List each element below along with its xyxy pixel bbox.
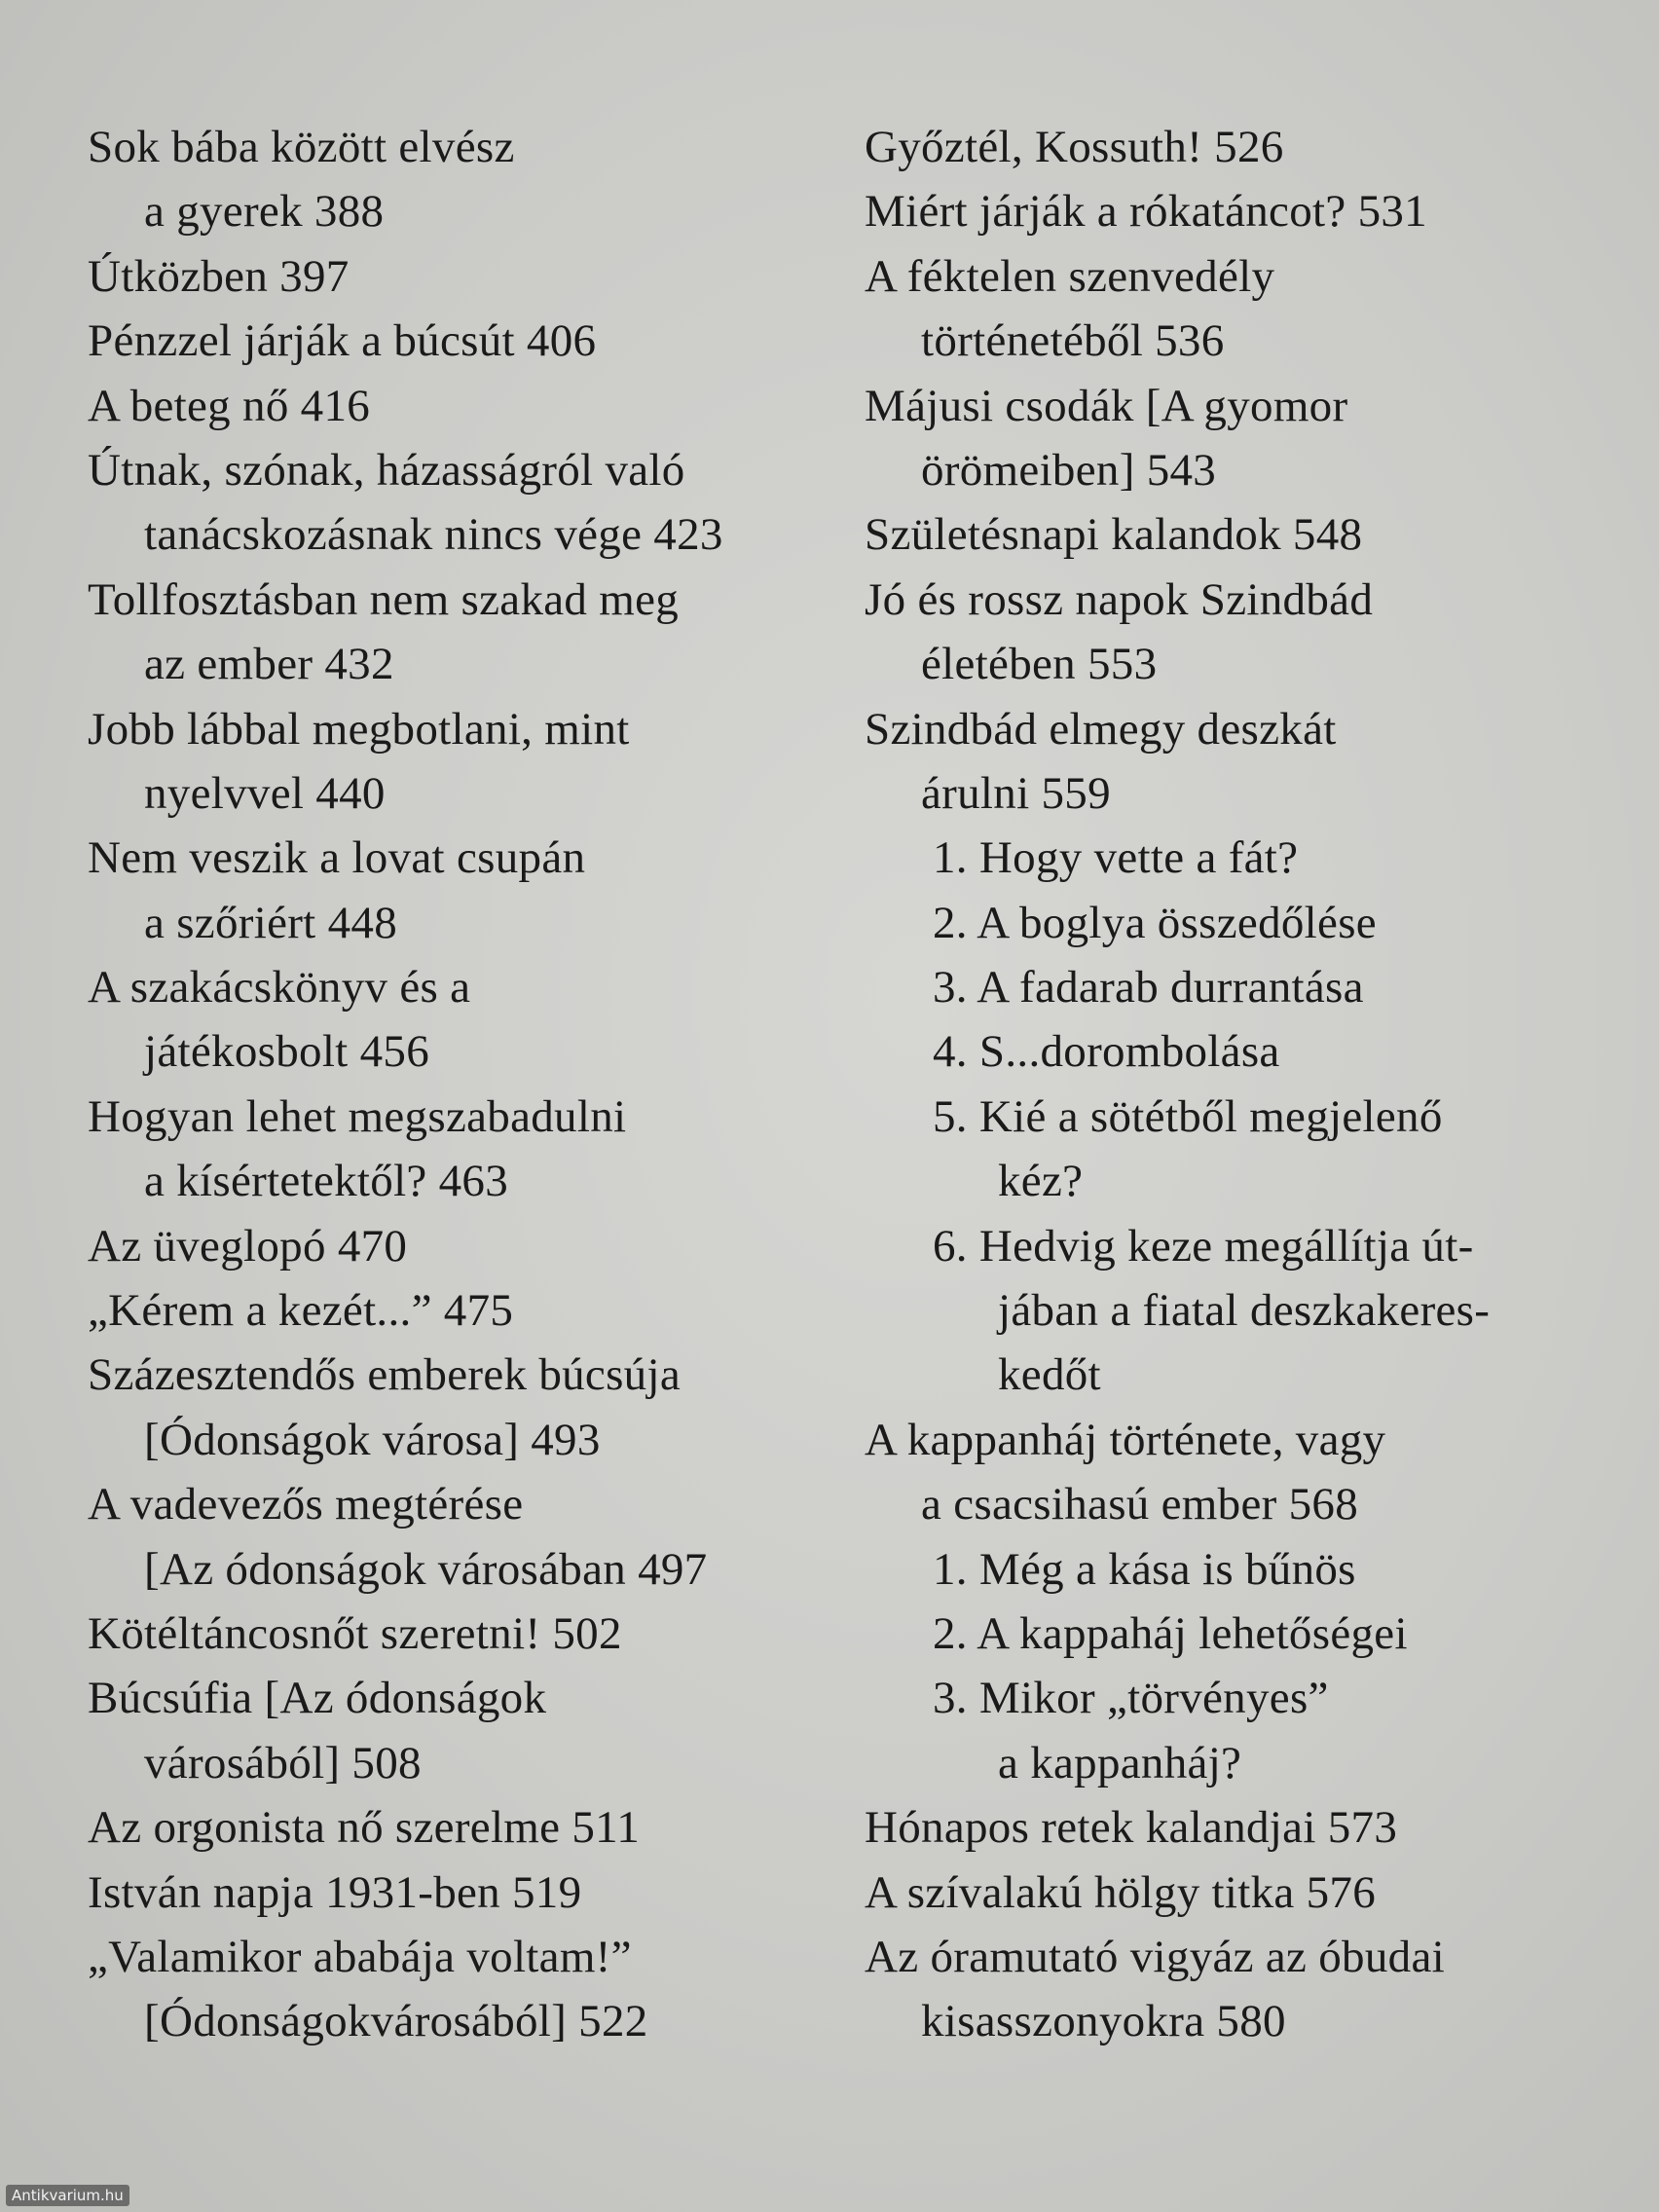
toc-entry: Sok bába között elvész: [88, 122, 515, 172]
toc-entry: tanácskozásnak nincs vége 423: [144, 509, 723, 561]
toc-entry: 4. S...dorombolása: [933, 1026, 1280, 1078]
toc-entry: életében 553: [921, 639, 1158, 690]
toc-entry: Pénzzel járják a búcsút 406: [88, 315, 597, 367]
toc-entry: nyelvvel 440: [144, 767, 386, 819]
toc-entry: a szőriért 448: [144, 897, 397, 948]
toc-entry: 5. Kié a sötétből megjelenő: [933, 1090, 1443, 1142]
toc-entry: „Valamikor ababája voltam!”: [88, 1931, 632, 1982]
toc-entry: Útnak, szónak, házasságról való: [88, 444, 685, 496]
toc-entry: Jó és rossz napok Szindbád: [865, 573, 1374, 625]
toc-entry: Kötéltáncosnőt szeretni! 502: [88, 1607, 622, 1659]
toc-entry: Hónapos retek kalandjai 573: [865, 1802, 1398, 1854]
toc-entry: az ember 432: [144, 639, 394, 690]
toc-entry: Tollfosztásban nem szakad meg: [88, 573, 680, 625]
toc-entry: a gyerek 388: [144, 186, 385, 238]
toc-entry: A féktelen szenvedély: [865, 250, 1275, 302]
toc-entry: Búcsúfia [Az ódonságok: [88, 1673, 547, 1724]
toc-entry: Miért járják a rókatáncot? 531: [865, 186, 1427, 238]
toc-entry: 3. Mikor „törvényes”: [933, 1673, 1329, 1724]
toc-entry: a kísértetektől? 463: [144, 1156, 509, 1207]
toc-entry: Szindbád elmegy deszkát: [865, 703, 1337, 755]
toc-entry: A kappanháj története, vagy: [865, 1414, 1386, 1465]
toc-entry: kéz?: [998, 1156, 1084, 1207]
toc-entry: A vadevezős megtérése: [88, 1479, 524, 1530]
toc-entry: Az óramutató vigyáz az óbudai: [865, 1931, 1445, 1982]
toc-entry: a kappanháj?: [998, 1737, 1242, 1788]
toc-entry: A szívalakú hölgy titka 576: [865, 1866, 1377, 1918]
toc-entry: Az üveglopó 470: [88, 1220, 408, 1272]
toc-entry: 1. Hogy vette a fát?: [933, 832, 1299, 884]
toc-entry: Jobb lábbal megbotlani, mint: [88, 703, 630, 755]
toc-entry: játékosbolt 456: [144, 1026, 429, 1078]
toc-entry: A beteg nő 416: [88, 380, 371, 431]
toc-entry: kedőt: [998, 1349, 1101, 1401]
toc-entry: 3. A fadarab durrantása: [933, 962, 1364, 1014]
toc-entry: Százesztendős emberek búcsúja: [88, 1349, 682, 1401]
toc-entry: István napja 1931-ben 519: [88, 1866, 582, 1918]
toc-entry: Útközben 397: [88, 250, 350, 302]
toc-entry: 6. Hedvig keze megállítja út-: [933, 1220, 1474, 1272]
toc-entry: a csacsihasú ember 568: [921, 1479, 1359, 1530]
toc-entry: Májusi csodák [A gyomor: [865, 380, 1348, 431]
toc-entry: „Kérem a kezét...” 475: [88, 1285, 514, 1337]
toc-entry: Győztél, Kossuth! 526: [865, 122, 1284, 172]
toc-right-column: [865, 115, 1585, 2054]
toc-entry: árulni 559: [921, 767, 1111, 819]
toc-entry: 2. A kappaháj lehetőségei: [933, 1607, 1408, 1659]
toc-entry: Az orgonista nő szerelme 511: [88, 1802, 641, 1854]
toc-entry: Hogyan lehet megszabadulni: [88, 1090, 627, 1142]
toc-entry: jában a fiatal deszkakeres-: [998, 1285, 1491, 1337]
table-of-contents: [0, 115, 1659, 2140]
toc-entry: [Ódonságok városa] 493: [144, 1414, 601, 1465]
toc-entry: [Az ódonságok városában 497: [144, 1543, 708, 1595]
toc-entry: örömeiben] 543: [921, 444, 1217, 496]
toc-entry: A szakácskönyv és a: [88, 962, 471, 1014]
toc-entry: Nem veszik a lovat csupán: [88, 832, 586, 884]
toc-entry: 2. A boglya összedőlése: [933, 897, 1377, 948]
watermark: Antikvarium.hu: [6, 2185, 129, 2206]
toc-entry: történetéből 536: [921, 315, 1225, 367]
toc-entry: kisasszonyokra 580: [921, 1996, 1286, 2047]
toc-entry: 1. Még a kása is bűnös: [933, 1543, 1356, 1595]
toc-entry: városából] 508: [144, 1737, 422, 1788]
toc-entry: Születésnapi kalandok 548: [865, 509, 1363, 561]
toc-entry: [Ódonságokvárosából] 522: [144, 1996, 648, 2047]
toc-left-column: [88, 115, 808, 2054]
